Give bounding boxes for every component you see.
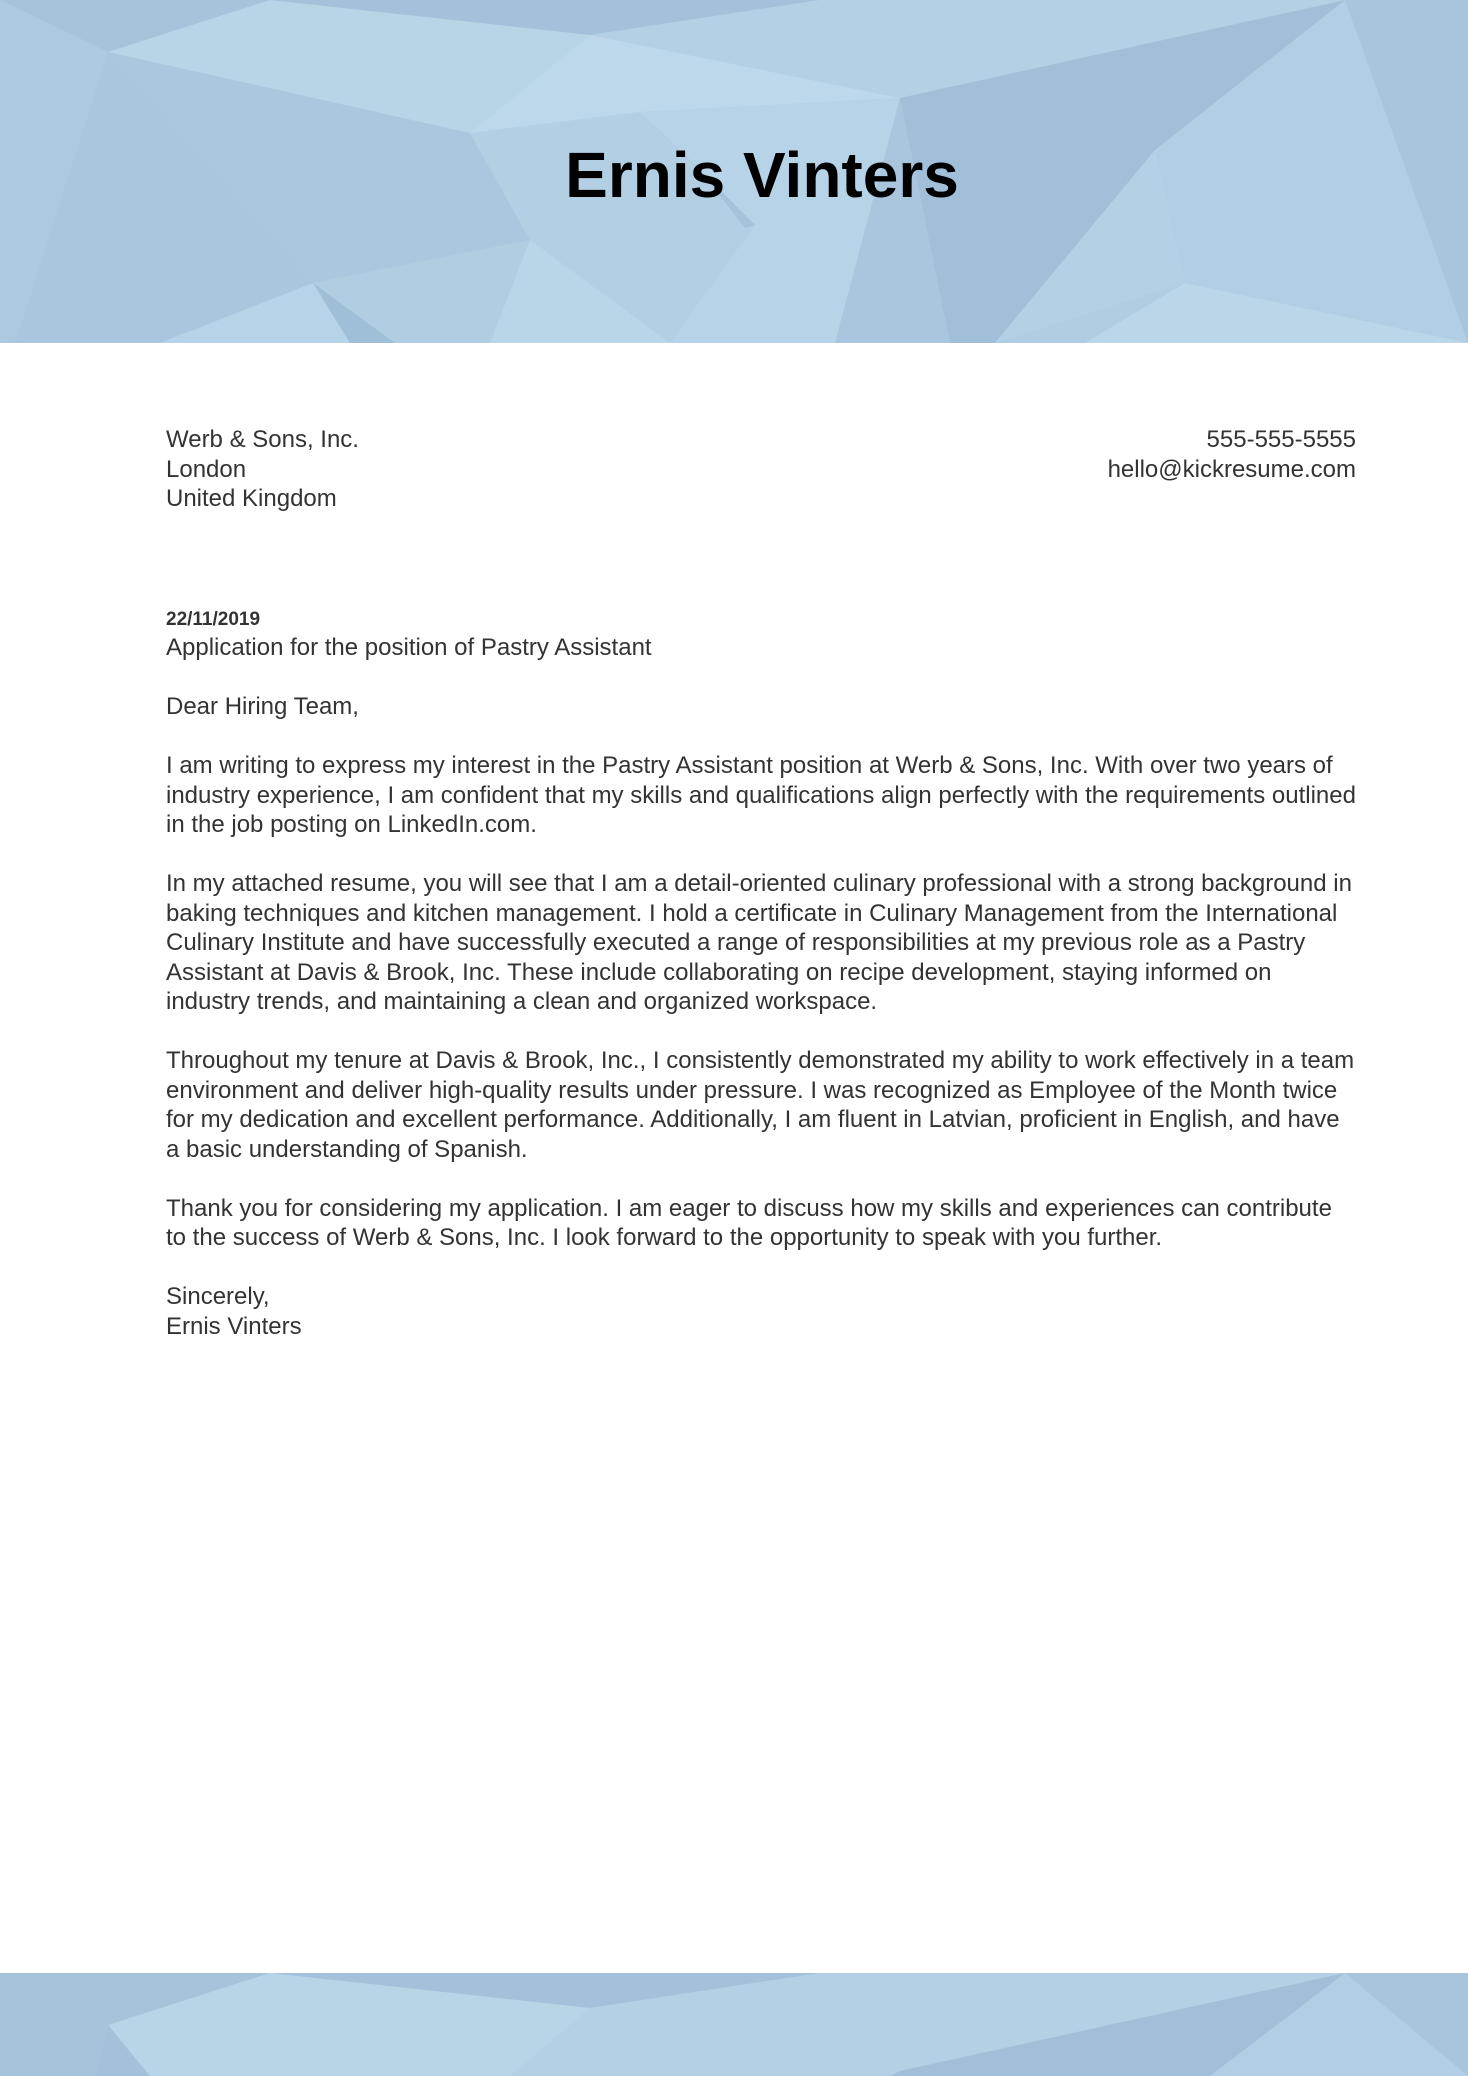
footer-band bbox=[0, 1973, 1468, 2076]
header-band bbox=[0, 0, 1468, 343]
body-paragraph-2: In my attached resume, you will see that I am a detail-oriented culinary professional with a strong background in baking techniques and kitchen management. I hold a certificate in Culinary Management from the International Culinary Institute and have successfully executed a range of responsibilities at my previous role as a Pastry Assistant at Davis & Brook, Inc. These include collaborating on recipe development, staying informed on industry trends, and maintaining a clean and organized workspace. bbox=[166, 870, 1352, 1015]
letter-date: 22/11/2019 bbox=[166, 609, 261, 630]
closing-block bbox=[166, 1282, 1356, 1341]
applicant-name-heading: Ernis Vinters bbox=[565, 139, 959, 211]
signature-name: Ernis Vinters bbox=[166, 1312, 302, 1340]
recipient-address bbox=[166, 425, 766, 514]
sender-contact bbox=[756, 425, 1356, 484]
letter-subject: Application for the position of Pastry Assistant bbox=[166, 634, 652, 661]
closing-phrase: Sincerely, bbox=[166, 1283, 270, 1310]
body-paragraph-4: Thank you for considering my application. I am eager to discuss how my skills and experiences can contribute to the success of Werb & Sons, Inc. I look forward to the opportunity to speak with you further. bbox=[166, 1194, 1332, 1251]
sender-email: hello@kickresume.com bbox=[1107, 455, 1356, 483]
salutation: Dear Hiring Team, bbox=[166, 693, 359, 720]
footer-polygon-pattern bbox=[0, 1973, 1468, 2076]
recipient-city: London bbox=[166, 455, 247, 483]
body-paragraph-1: I am writing to express my interest in the Pastry Assistant position at Werb & Sons, Inc. With over two years of industry experience, I am confident that my skills and qualifications align perfectly with the requirements outlined in the job posting on LinkedIn.com. bbox=[166, 752, 1356, 838]
recipient-company: Werb & Sons, Inc. bbox=[166, 426, 359, 453]
recipient-country: United Kingdom bbox=[166, 485, 337, 512]
letter-body bbox=[166, 607, 1356, 1341]
sender-phone: 555-555-5555 bbox=[1206, 426, 1356, 453]
body-paragraph-3: Throughout my tenure at Davis & Brook, Inc., I consistently demonstrated my ability to work effectively in a team environment and deliver high-quality results under pressure. I was recognized as Employee of the Month twice for my dedication and excellent performance. Additionally, I am fluent in Latvian, proficient in English, and have a basic understanding of Spanish. bbox=[166, 1047, 1355, 1163]
